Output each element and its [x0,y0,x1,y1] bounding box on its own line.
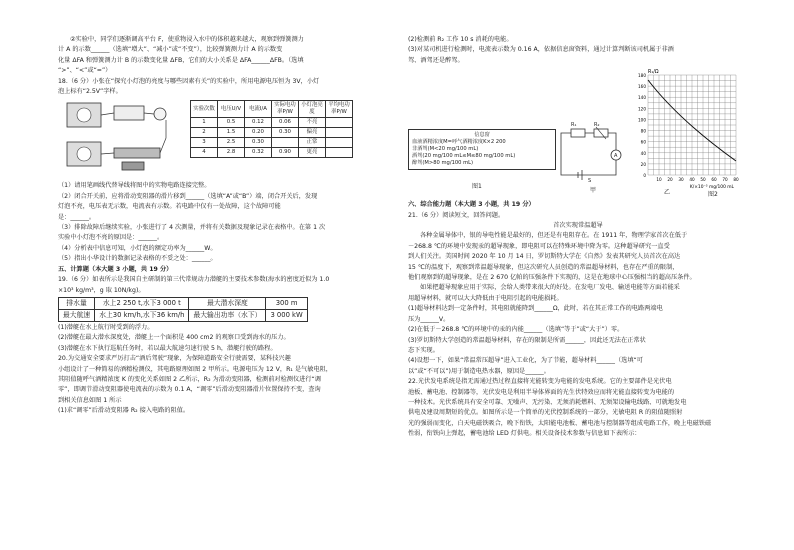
y-tick-label: 100 [638,117,646,123]
q18-sub: （4）分析表中信息可知，小灯泡的额定功率为______W。 [58,244,217,252]
graph-caption: 乙 [664,189,671,197]
table-cell: 0.90 [272,148,299,158]
q20-sub: 驾、酒驾还是醉驾。 [408,56,464,64]
q22-line: 供电及建设周期短的优点。如图所示是一个简单的光伏控制系统的一部分，光敏电阻 R 的阻值随照射 [408,409,683,417]
article-line: －268.8 ℃的环境中发现汞的超导现象，即电阻可以在特殊环境中降为零。这种超导研究一直受 [408,242,670,250]
q18-sub: （5）指出小华设计的数据记录表格的不妥之处：______。 [58,255,217,263]
q20-sub: (1)求“调零”后滑动变阻器 R₂ 接入电路的阻值。 [58,407,190,415]
info-title: 信息窗 [474,132,490,139]
q20-sub: (3)对某司机进行检测时，电流表示数为 0.16 A，依据信息窗资料，通过计算判断该司机属于非酒 [408,46,674,54]
q20-stem: 小组设计了一种简易的酒精检测仪，其电路原理如图 2 甲所示。电源电压为 12 V，R₁ 是气敏电阻， [58,365,332,373]
q19-stem: 19.（6 分）如表所示是我国自主研制的第三代常规动力潜艇的主要技术参数(海水的密度近似为 1.0 [58,276,330,284]
y-tick-label: 140 [638,95,646,101]
x-axis-label: K/×10⁻³ mg/100 mL [689,185,734,191]
cell: 最大航速 [59,309,95,321]
table-cell [326,128,353,138]
left-column [58,36,396,418]
q18-stem: 18.（6 分）小张在“探究小灯泡的亮度与哪些因素有关”的实验中，所用电源电压恒为 3V，小灯 [58,77,320,85]
x-tick-label: 10 [656,177,662,183]
circuit-label: R₂ [594,122,600,129]
q17-line: 化量 ΔFA 和弹簧测力计 B 的示数变化量 ΔFB，它们的大小关系是 ΔFA______ΔFB。（选填 [58,56,304,64]
info-line: 血液酒精浓度M=呼气酒精浓度K×2 200 [412,139,506,146]
table-row [191,148,353,158]
circuit-caption: 甲 [590,187,597,195]
q20-stem: 其阻值随呼气酒精浓度 K 的变化关系如图 2 乙所示，R₂ 为滑动变阻器，检测前对检测仪进行“调 [58,375,321,383]
table-header: 实际电功率P/W [272,101,299,118]
table-cell: 0.06 [272,118,299,128]
table-row [191,138,353,148]
table-header: 电流I/A [245,101,272,118]
info-line: 醉驾(M>80 mg/100 mL) [412,160,474,167]
cell: 最大输出功率（水下） [189,309,266,321]
q17-line: 计 A 的示数______（选填“增大”、“减小”或“不变”），比较弹簧测力计 A 的示数变 [58,46,283,54]
table-header: 电压U/V [218,101,245,118]
q19-sub: (3)潜艇在水下执行巡航任务时，若以最大航速匀速行驶 5 h，潜艇行驶的路程。 [58,344,277,352]
q21-sub: (4)设想一下，如果“常温常压超导”进入工业化，为了节能，超导材料______（选填“可 [408,357,643,365]
q21-sub: 态下实现。 [408,346,439,354]
article-line: 15 ℃的温度下，观察到常温超导现象，但这次研究人员创造的常温超导材料，也存在严重的限制， [408,263,679,271]
q21-sub: 压为______V。 [408,315,450,323]
q18-sub: 是：______。 [58,213,96,221]
right-column [408,36,748,441]
cell: 水上2 250 t,水下3 000 t [95,297,189,309]
q21-sub: 以”或“不可以”)用于制造电热水器，原因是______。 [408,367,550,375]
cell: 排水量 [59,297,95,309]
x-tick-label: 70 [722,177,728,183]
q17-line: ②实验中，同学们逐渐调高平台 F，使重物浸入水中的体积越来越大，观察到弹簧测力 [70,36,304,43]
table-cell: 不亮 [299,118,326,128]
article-line: 如果把超导现象应用于实际，会给人类带来很大的好处。在发电厂发电、输送电能等方面若能采 [420,284,680,292]
q20-stem: 零”，即调节滑动变阻器使电流表的示数为 0.1 A，“调零”后滑动变阻器滑片位置保持不变，查询 [58,386,321,394]
table-cell: 0.20 [245,128,272,138]
x-tick-label: 40 [689,177,695,183]
q18-sub: （2）闭合开关前，应将滑动变阻器的滑片移到______（选填“A”或“B”）端，闭合开关后，发现 [58,192,318,200]
article-title: 首次实现常温超导 [553,222,603,230]
y-tick-label: 120 [638,106,646,112]
q17-line: “>”、“<”或“=”） [58,67,112,75]
table-cell: 4 [191,148,218,158]
cell: 3 000 kW [266,309,307,321]
q22-line: 池板、蓄电池、控制器等，光伏发电是利用半导体界面的光生伏特效应而将光能直接转变为电能的 [408,388,675,396]
table-row [191,118,353,128]
q18-sub: 灯泡不亮，电压表无示数，电流表有示数。若电路中仅有一处故障，这个故障可能 [58,203,281,211]
q21-sub: (2)在低于－268.8 ℃的环境中的汞的内能______（选填“等于”或“大于”）零。 [408,326,624,334]
table-cell: 0.5 [218,118,245,128]
circuit-label: A [614,153,618,160]
section-heading: 六、综合能力题（本大题 3 小题，共 19 分） [408,201,535,209]
article-line: 到人们关注。美国时间 2020 年 10 月 14 日，罗切斯特大学在《自然》发表其研究人员首次在高达 [408,253,681,261]
y-tick-label: 160 [638,84,646,90]
x-tick-label: 30 [678,177,684,183]
q18-stem: 泡上标有“2.5V”字样。 [58,88,122,96]
y-tick-label: 0 [643,173,646,179]
q20-stem: 20.为交通安全要求严厉打击“酒后驾驶”现象，为保障道路安全行驶需要，某科技兴趣 [58,355,291,363]
q19-sub: (1)潜艇在水上航行时受到的浮力。 [58,323,154,331]
table-cell: 正常 [299,138,326,148]
q18-sub: 实验中小灯泡不亮的原因是：______。 [58,234,164,242]
article-line: 各种金属导体中，银的导电性能是最好的，但还是有电阻存在。在 1911 年，物理学家首次在低于 [420,232,688,240]
q20-sub: (2)检测前 R₂ 工作 10 s 消耗的电能。 [408,36,513,43]
x-tick-label: 20 [667,177,673,183]
q19-sub: (2)潜艇在最大潜水深度处，潜艇上一个面积是 400 cm2 的观察口受到海水的压力。 [58,334,290,342]
table-cell: 1.5 [218,128,245,138]
r1-k-graph [630,67,748,197]
table-cell [326,138,353,148]
y-tick-label: 40 [640,150,646,156]
q22-line: 光的强弱而变化，白天电磁铁吸合，晚下衔铁，太阳能电池板、蓄电池与控制器等组成电路工作，晚上电磁铁磁 [408,419,712,427]
table-cell: 1 [191,118,218,128]
submarine-table [58,297,308,322]
table-header: 平均电功率P/W [326,101,353,118]
table-cell: 更亮 [299,148,326,158]
article-line: 用超导材料，就可以大大降低由于电阻引起的电能损耗。 [408,294,563,302]
y-tick-label: 20 [640,162,646,168]
circuit-apparatus-figure [62,98,182,180]
circuit-label: R₁ [571,122,577,129]
info-line: 非酒驾(M<20 mg/100 mL) [412,146,479,153]
fig2-caption: 图2 [708,191,718,199]
q22-line: 22.光伏发电系统是指无需通过热过程直接将光能转变为电能的发电系统。它的主要部件是光伏电 [408,378,672,386]
q22-line: 性弱，衔铁向上弹起，蓄电池给 LED 灯供电。相关设备技术参数与信息如下表所示： [408,430,641,438]
table-cell [326,118,353,128]
table-cell: 2.8 [218,148,245,158]
q18-sub: （1）请用笔画线代替导线将图中的实物电路连接完整。 [58,182,211,190]
table-cell: 偏亮 [299,128,326,138]
x-tick-label: 80 [733,177,739,183]
x-tick-label: 50 [700,177,706,183]
table-cell [326,148,353,158]
y-axis-label: R₁/Ω [648,70,659,76]
fig1-caption: 图1 [472,183,482,191]
cell: 300 m [266,297,307,309]
x-tick-label: 60 [711,177,717,183]
q20-stem: 到相关信息如图 1 所示 [58,396,122,404]
y-tick-label: 180 [638,73,646,79]
data-table [190,100,353,158]
y-tick-label: 80 [640,128,646,134]
circuit-label: S [588,178,592,185]
table-header: 小灯泡亮度 [299,101,326,118]
table-cell [272,138,299,148]
table-cell: 3 [191,138,218,148]
table-header: 实验次数 [191,101,218,118]
q21-sub: (3)罗切斯特大学创造的常温超导材料，存在的限制是所需______，因此还无法在正常状 [408,336,646,344]
q18-figure-row [58,98,396,182]
cell: 水上30 km/h,水下36 km/h [95,309,189,321]
q19-stem: ×10³ kg/m³，g 取 10N/kg)。 [58,286,145,294]
cell: 最大潜水深度 [189,297,266,309]
q20-figures [408,67,748,199]
section-heading: 五、计算题（本大题 3 小题，共 19 分） [58,265,173,273]
table-cell: 0.30 [272,128,299,138]
table-cell: 2.5 [218,138,245,148]
article-line: 他们观察到的超导现象，是在 2 670 亿帕的压强条件下实现的，这是在地球中心压强相当的超高压条件。 [408,274,696,282]
table-cell: 2 [191,128,218,138]
table-cell: 0.12 [245,118,272,128]
q21-stem: 21.（6 分）阅读短文，回答问题。 [408,211,505,219]
q22-line: 一种技术。光伏系统具有安全可靠、无噪声、无污染、无须消耗燃料、无须架设输电线路、可就地发电 [408,398,687,406]
table-cell: 0.30 [245,138,272,148]
info-line: 酒驾(20 mg/100 mL≤M≤80 mg/100 mL) [412,153,516,160]
q18-sub: （3）排除故障后继续实验，小张进行了 4 次测量，并将有关数据及现象记录在表格中。在第 1 次 [58,224,326,232]
q21-sub: (1)超导材料达到一定条件时，其电阻就能降到______Ω，此时，若在其正常工作的电路两端电 [408,305,663,313]
y-tick-label: 60 [640,139,646,145]
info-window [408,129,556,170]
table-cell: 0.32 [245,148,272,158]
table-row [191,128,353,138]
